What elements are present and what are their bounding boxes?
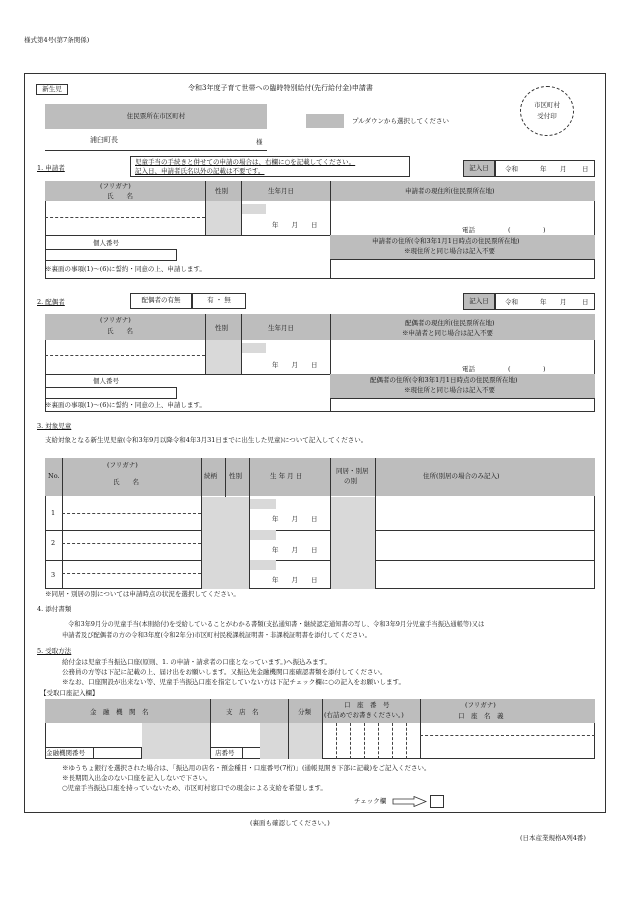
section1-title: 1. 申請者 — [37, 164, 65, 172]
applicant-tel-label: 電話 — [462, 226, 475, 234]
spouse-birth-date: 年 月 日 — [272, 361, 318, 369]
spouse-jan-address-note: ※現住所と同じ場合は記入不要 — [404, 386, 495, 394]
applicant-gender-label: 性別 — [215, 187, 228, 195]
child-cohabit-label: 同居・別居 — [336, 467, 369, 475]
date-year: 年 — [540, 165, 547, 173]
receipt-line1: 給付金は児童手当振込口座(原則、1. の申請・請求者の口座となっています。)へ振込みます。 — [62, 658, 332, 666]
holder-furigana-label: (フリガナ) — [465, 701, 496, 709]
spouse-presence-select[interactable]: 有 ・ 無 — [192, 293, 246, 309]
child-relation-label: 続柄 — [204, 472, 217, 480]
applicant-pledge: ※裏面の事項(1)～(6)に誓約・同意の上、申請します。 — [45, 265, 206, 273]
addressee-header: 住民票所在市区町村 — [45, 104, 267, 129]
mayor-name: 浦臼町長 — [90, 136, 118, 144]
child-no-label: No. — [48, 472, 60, 480]
spouse-tel-field: ( ) — [508, 365, 546, 373]
bank-code-field[interactable] — [93, 747, 142, 759]
spouse-jan-address-label: 配偶者の住所(令和3年1月1日時点の住民票所在地) — [370, 376, 518, 384]
child-row-1: 1 — [51, 509, 56, 517]
section4-title: 4. 添付書類 — [37, 605, 72, 613]
applicant-birth-label: 生年月日 — [268, 187, 294, 195]
account-number-hint: (右詰めでお書きください。) — [324, 711, 404, 719]
spouse-birth-label: 生年月日 — [268, 324, 294, 332]
bank-type-field[interactable] — [142, 723, 210, 759]
cash-note: ○児童手当振込口座を持っていないため、市区町村窓口での現金による支給を希望します。 — [62, 784, 327, 792]
arrow-right-icon — [392, 796, 428, 807]
bank-code-label: 金融機関番号 — [46, 749, 85, 757]
child-cohabit-fields[interactable] — [331, 497, 375, 589]
cash-checkbox[interactable] — [430, 795, 444, 808]
check-label: チェック欄 — [354, 797, 387, 805]
child2-birth-date: 年 月 日 — [272, 546, 318, 554]
spouse-date-month: 月 — [560, 298, 567, 306]
applicant-mynumber-label: 個人番号 — [93, 239, 119, 247]
date-month: 月 — [560, 165, 567, 173]
spouse-date-label: 記入日 — [463, 293, 495, 310]
pulldown-select[interactable] — [306, 114, 344, 128]
account-type-label: 分類 — [298, 708, 311, 716]
child-gender-label: 性別 — [229, 472, 242, 480]
applicant-jan-address-note: ※現住所と同じ場合は記入不要 — [404, 247, 495, 255]
footer-confirm: (裏面も確認してください。) — [250, 819, 330, 827]
branch-type-field[interactable] — [260, 723, 288, 759]
receipt-line2: 公務員の方等は下記に記載の上、届け出をお願いします。又振込先金融機関口座確認書類を添付してください。 — [62, 668, 387, 676]
footer-standard: (日本産業規格A列4番) — [520, 834, 586, 842]
child-row-3: 3 — [51, 571, 56, 579]
spouse-date-era: 令和 — [505, 298, 518, 306]
applicant-mynumber-field[interactable] — [45, 249, 177, 261]
applicant-birth-date: 年 月 日 — [272, 221, 318, 229]
spouse-tel-label: 電話 — [462, 365, 475, 373]
dormant-note: ※長期間入出金のない口座を記入しないで下さい。 — [62, 774, 212, 782]
section2-title: 2. 配偶者 — [37, 298, 65, 306]
spouse-address-label: 配偶者の現住所(住民票所在地) — [405, 319, 495, 327]
child-address-label: 住所(別居の場合のみ記入) — [423, 472, 500, 480]
spouse-presence-label: 配偶者の有無 — [130, 293, 192, 309]
stamp-line2: 受付印 — [537, 111, 557, 120]
date-era: 令和 — [505, 165, 518, 173]
spouse-date-year: 年 — [540, 298, 547, 306]
spouse-gender-label: 性別 — [215, 324, 228, 332]
child1-birth-era[interactable] — [250, 499, 276, 509]
applicant-note-line2: 記入日、申請者氏名以外の記載は不要です。 — [135, 166, 265, 175]
honorific: 様 — [256, 138, 263, 146]
spouse-mynumber-field[interactable] — [45, 387, 177, 399]
form-title: 令和3年度子育て世帯への臨時特別給付(先行給付金)申請書 — [188, 84, 373, 92]
applicant-note — [130, 156, 410, 177]
child1-birth-date: 年 月 日 — [272, 515, 318, 523]
applicant-furigana-label: (フリガナ) — [100, 182, 131, 190]
attachment-line1: 令和3年9月分の児童手当(本則給付)を受給していることがわかる書類(支払通知書・継続認定通知書の写し、令和3年9月分児童手当振込通帳等)又は — [68, 621, 485, 628]
child2-birth-era[interactable] — [250, 530, 276, 540]
pulldown-hint: プルダウンから選択してください — [352, 117, 449, 125]
spouse-pledge: ※裏面の事項(1)～(6)に誓約・同意の上、申請します。 — [45, 401, 206, 409]
stamp-line1: 市区町村 — [534, 100, 560, 109]
date-day: 日 — [582, 165, 589, 173]
applicant-jan-address-label: 申請者の住所(令和3年1月1日時点の住民票所在地) — [372, 237, 520, 245]
spouse-birth-era[interactable] — [242, 343, 266, 353]
child-relation-gender-fields[interactable] — [202, 497, 249, 589]
section3-desc: 支給対象となる新生児児童(令和3年9月以降令和4年3月31日までに出生した児童)について記入してください。 — [45, 436, 368, 444]
section5-title: 5. 受取方法 — [37, 647, 72, 655]
spouse-date-day: 日 — [582, 298, 589, 306]
child-row-2: 2 — [51, 539, 56, 547]
applicant-address-label: 申請者の現住所(住民票所在地) — [405, 187, 495, 195]
child3-birth-date: 年 月 日 — [272, 576, 318, 584]
spouse-furigana-label: (フリガナ) — [100, 316, 131, 324]
bank-section-header: 【受取口座記入欄】 — [40, 689, 99, 697]
receipt-line3: ※なお、口座開設が出来ない等、児童手当振込口座を指定していない方は下記チェック欄に○の記入をお願いします。 — [62, 678, 405, 686]
child-birth-label: 生 年 月 日 — [270, 472, 303, 480]
branch-code-label: 店番号 — [215, 749, 235, 757]
child-note: ※同居・別居の別については申請時点の状況を選択してください。 — [45, 590, 240, 598]
newborn-badge: 新生児 — [36, 84, 68, 95]
spouse-mynumber-label: 個人番号 — [93, 377, 119, 385]
attachment-line2: 申請者及び配偶者の方の令和3年度(令和2年分)市区町村民税課税証明書・非課税証明書を添付してください。 — [62, 632, 371, 639]
applicant-name-label: 氏 名 — [107, 192, 133, 200]
applicant-birth-era[interactable] — [242, 204, 266, 214]
child3-birth-era[interactable] — [250, 560, 276, 570]
account-type-field[interactable] — [289, 723, 322, 759]
holder-name-label: 口 座 名 義 — [458, 712, 504, 720]
date-label: 記入日 — [463, 160, 495, 177]
addressee-field — [45, 129, 267, 151]
yucho-note: ※ゆうちょ銀行を選択された場合は、「振込用の店名・預金種目・口座番号(7桁)」(通帳見開き下部に記載)をご記入ください。 — [62, 764, 431, 772]
form-number: 様式第4号(第7条関係) — [24, 36, 90, 44]
branch-name-label: 支 店 名 — [226, 708, 259, 716]
child-furigana-label: (フリガナ) — [107, 461, 138, 469]
account-number-label: 口 座 番 号 — [344, 701, 390, 709]
applicant-tel-field: ( ) — [508, 226, 546, 234]
bank-name-label: 金 融 機 関 名 — [90, 708, 149, 716]
applicant-gender-field[interactable] — [206, 201, 241, 235]
spouse-address-note: ※申請者と同じ場合は記入不要 — [402, 329, 493, 337]
child-name-label: 氏 名 — [113, 478, 139, 486]
child-cohabit-label2: の別 — [344, 477, 357, 485]
spouse-name-label: 氏 名 — [107, 327, 133, 335]
spouse-gender-field[interactable] — [206, 340, 241, 374]
reception-stamp — [520, 86, 574, 136]
section3-title: 3. 対象児童 — [37, 422, 72, 430]
applicant-note-line1: 児童手当の手続きと併せての申請の場合は、右欄に○を記載してください。 — [135, 158, 356, 166]
